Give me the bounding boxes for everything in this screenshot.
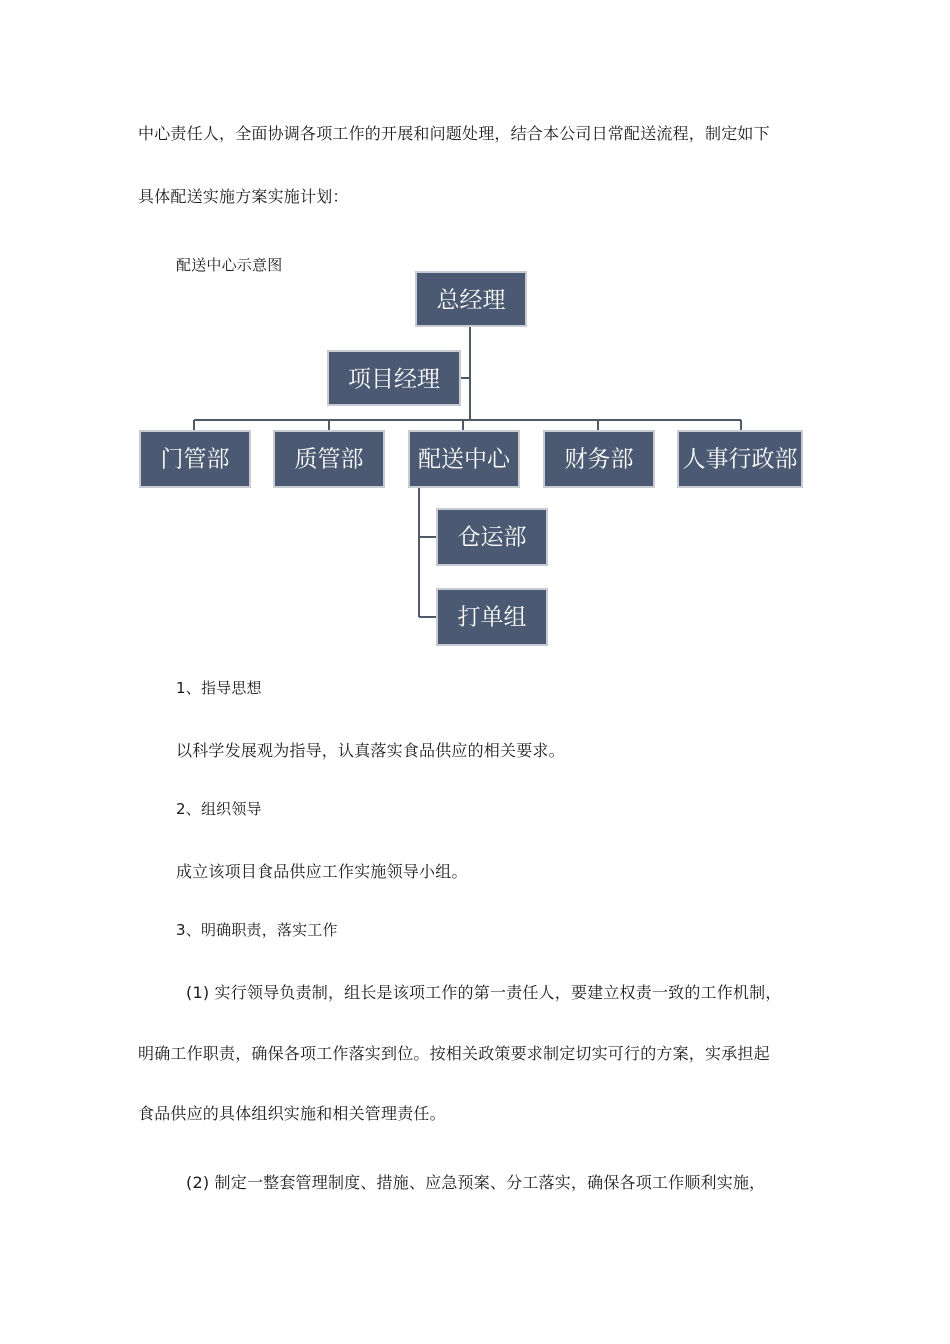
- item-1-line-1: (1) 实行领导负责制，组长是该项工作的第一责任人，要建立权责一致的工作机制，: [186, 983, 782, 1002]
- box-dept-4-label: 人事行政部: [682, 446, 798, 473]
- box-dept-0: [140, 431, 250, 487]
- box-dept-4: [678, 431, 802, 487]
- box-sub-1: [437, 589, 547, 645]
- section-3-heading: 3、明确职责，落实工作: [176, 921, 338, 939]
- intro-line-1: 中心责任人，全面协调各项工作的开展和问题处理，结合本公司日常配送流程，制定如下: [138, 124, 770, 143]
- diagram-caption: 配送中心示意图: [176, 256, 283, 274]
- intro-line-2: 具体配送实施方案实施计划：: [138, 187, 349, 206]
- box-general-manager-label: 总经理: [436, 287, 506, 314]
- box-sub-0-label: 仓运部: [457, 524, 527, 551]
- box-general-manager: [416, 272, 526, 326]
- section-1-heading: 1、指导思想: [176, 679, 262, 697]
- box-dept-3-label: 财务部: [564, 446, 634, 473]
- section-2-heading: 2、组织领导: [176, 800, 262, 818]
- section-1-text: 以科学发展观为指导，认真落实食品供应的相关要求。: [176, 741, 565, 760]
- box-project-manager: [328, 351, 460, 405]
- box-dept-1: [274, 431, 384, 487]
- item-1-line-2: 明确工作职责，确保各项工作落实到位。按相关政策要求制定切实可行的方案，实承担起: [138, 1044, 770, 1063]
- box-dept-1-label: 质管部: [294, 446, 364, 473]
- section-2-text: 成立该项目食品供应工作实施领导小组。: [176, 862, 468, 881]
- box-dept-0-label: 门管部: [160, 446, 230, 473]
- box-dept-2-label: 配送中心: [418, 446, 510, 473]
- box-dept-2: [409, 431, 519, 487]
- item-1-line-3: 食品供应的具体组织实施和相关管理责任。: [138, 1104, 446, 1123]
- box-dept-3: [544, 431, 654, 487]
- box-sub-1-label: 打单组: [457, 604, 527, 631]
- box-project-manager-label: 项目经理: [348, 366, 440, 393]
- item-2-line-1: (2) 制定一整套管理制度、措施、应急预案、分工落实，确保各项工作顺利实施，: [186, 1173, 766, 1192]
- box-sub-0: [437, 509, 547, 565]
